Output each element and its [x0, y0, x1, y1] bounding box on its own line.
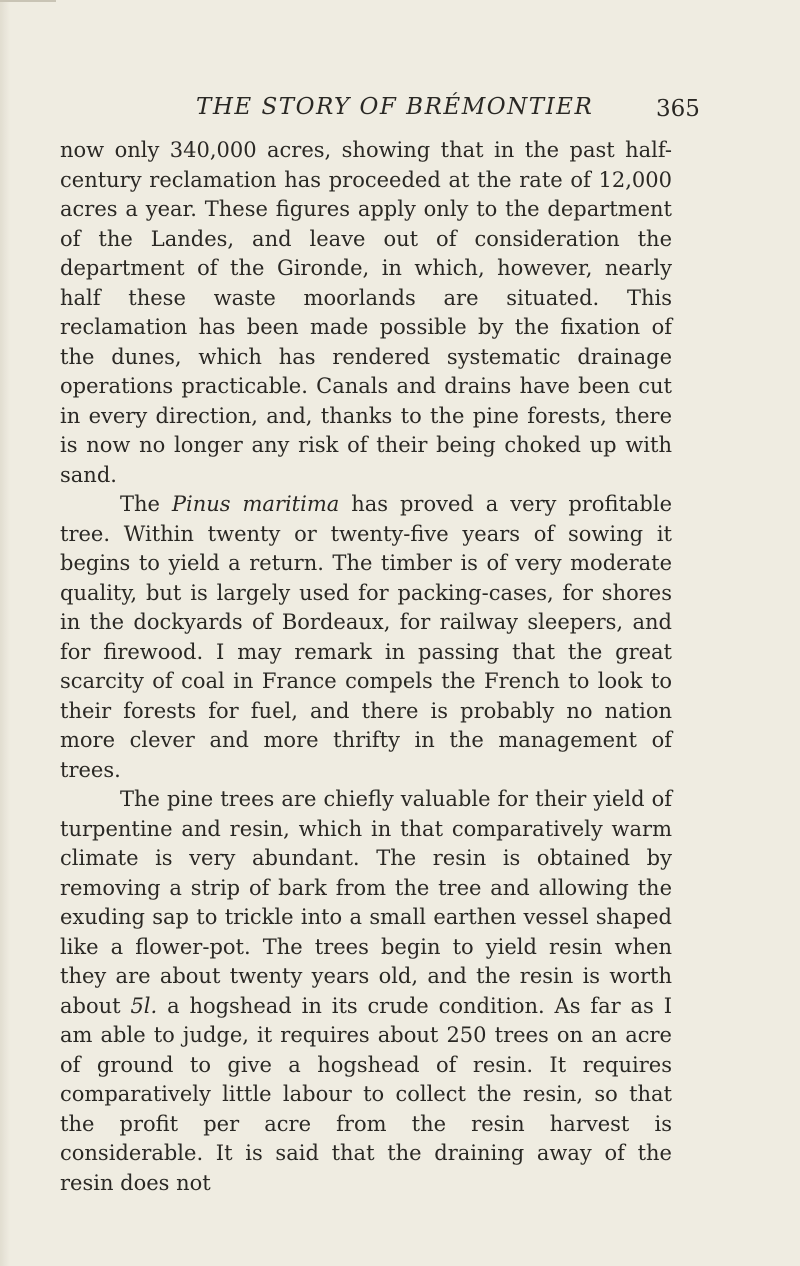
paragraph-3-text-start: The pine trees are chiefly valuable for their yield of turpentine and resin, which in that comparatively warm climate is very abundant. The resin is obtained by removing a strip of bark from the tree and allowing the exuding sap to trickle into a small earthen vessel shaped like a flower-pot. The trees begin to yield resin when they are about twenty years old, and the resin is worth about — [60, 787, 672, 1018]
page-number: 365 — [656, 96, 700, 122]
paragraph-1-text: now only 340,000 acres, showing that in the past half-century reclamation has proceeded at the rate of 12,000 acres a year. These figures apply only to the department of the Landes, and leave out of consideration the department of the Gironde, in which, however, nearly half these waste moorlands are situated. This reclamation has been made possible by the fixation of the dunes, which has rendered systematic drainage operations practicable. Canals and drains have been cut in every direction, and, thanks to the pine forests, there is now no longer any risk of their being choked up with sand. — [60, 138, 672, 487]
paragraph-2-italic-species: Pinus maritima — [171, 492, 340, 516]
paragraph-1 — [60, 136, 672, 490]
paragraph-2 — [60, 490, 672, 785]
paragraph-2-text-start: The — [120, 492, 172, 516]
body-text — [60, 136, 672, 1198]
running-title: THE STORY OF BRÉMONTIER — [196, 94, 594, 120]
paragraph-3-italic-price: 5l. — [130, 993, 158, 1018]
page-gutter-shadow — [0, 0, 10, 1266]
paragraph-3 — [60, 785, 672, 1198]
paragraph-3-text-end: a hogshead in its crude condition. As far as I am able to judge, it requires about 250 trees on an acre of ground to give a hogshead of resin. It requires comparatively little labour to collect the resin, so that the profit per acre from the resin harvest is considerable. It is said that the draining away of the resin does not — [60, 993, 672, 1195]
top-edge-rule — [0, 0, 56, 2]
paragraph-2-text-end: has proved a very profitable tree. Within twenty or twenty-five years of sowing it begins to yield a return. The timber is of very moderate quality, but is largely used for packing-cases, for shores in the dockyards of Bordeaux, for railway sleepers, and for firewood. I may remark in passing that the great scarcity of coal in France compels the French to look to their forests for fuel, and there is probably no nation more clever and more thrifty in the management of trees. — [60, 492, 673, 782]
